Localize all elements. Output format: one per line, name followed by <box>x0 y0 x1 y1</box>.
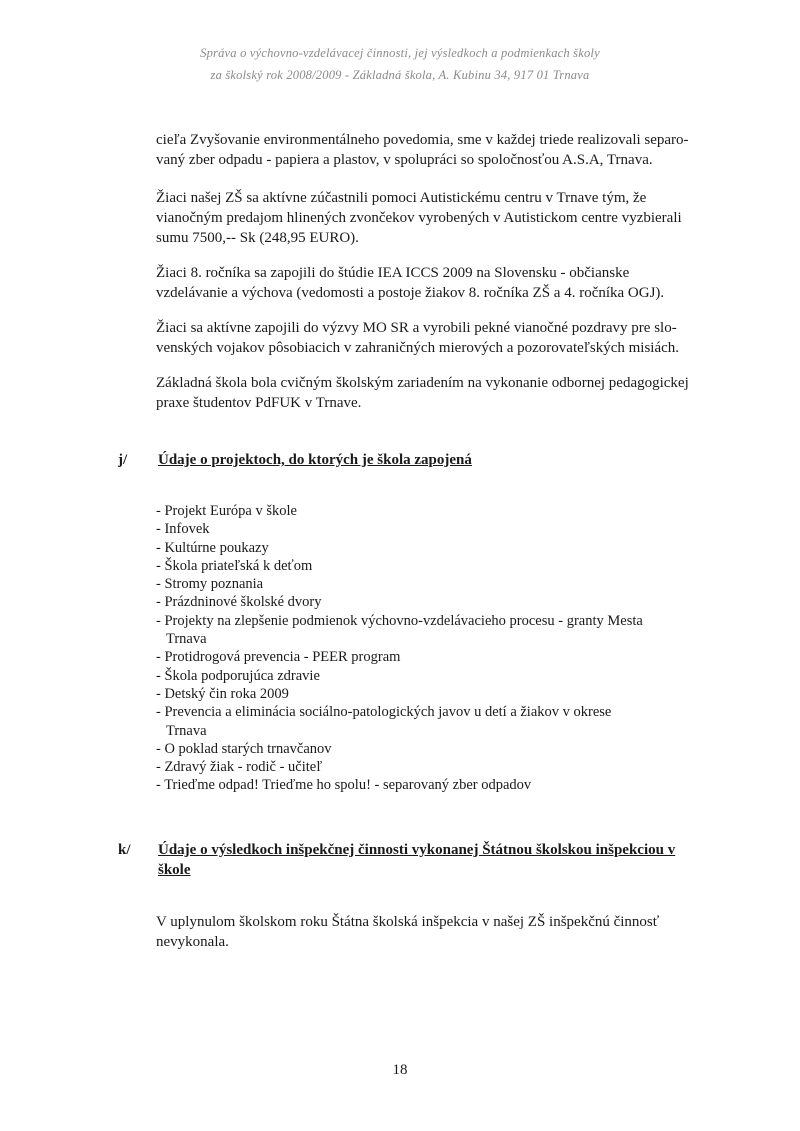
list-item <box>156 612 746 649</box>
paragraph-line: vianočným predajom hlinených zvončekov vyrobených v Autistickom centre vyzbierali <box>156 210 682 226</box>
paragraph-line: Základná škola bola cvičným školským zariadením na vykonanie odbornej pedagogickej <box>156 375 689 391</box>
paragraph-line: cieľa Zvyšovanie environmentálneho povedomia, sme v každej triede realizovali separo- <box>156 132 689 148</box>
section-j-letter: j/ <box>118 452 128 468</box>
section-k-letter: k/ <box>118 842 131 858</box>
list-item <box>156 703 746 740</box>
paragraph-inspection <box>156 912 736 952</box>
running-header <box>0 42 800 86</box>
section-title-text: škole <box>158 862 191 878</box>
list-item-text: - Prázdninové školské dvory <box>156 594 322 611</box>
paragraph-separated-waste <box>156 130 736 170</box>
paragraph-autism-centre <box>156 188 736 248</box>
list-item <box>156 667 746 685</box>
list-item-text: - Protidrogová prevencia - PEER program <box>156 649 401 666</box>
list-item-text: - Škola priateľská k deťom <box>156 557 313 574</box>
list-item <box>156 593 746 611</box>
section-title-text: Údaje o projektoch, do ktorých je škola zapojená <box>158 452 472 468</box>
list-item <box>156 740 746 758</box>
list-item-text: - Infovek <box>156 521 210 538</box>
section-title-text: Údaje o výsledkoch inšpekčnej činnosti vykonanej Štátnou školskou inšpekciou v <box>158 842 676 858</box>
list-item <box>156 685 746 703</box>
header-line-1: Správa o výchovno-vzdelávacej činnosti, jej výsledkoch a podmienkach školy <box>200 46 600 60</box>
list-item-text: - Zdravý žiak - rodič - učiteľ <box>156 759 323 776</box>
section-j-title <box>158 450 472 470</box>
paragraph-iea-iccs <box>156 263 736 303</box>
list-item <box>156 575 746 593</box>
list-item <box>156 539 746 557</box>
paragraph-line: V uplynulom školskom roku Štátna školská inšpekcia v našej ZŠ inšpekčnú činnosť <box>156 914 660 930</box>
list-item-text: - Škola podporujúca zdravie <box>156 667 320 684</box>
section-k-title <box>158 840 675 880</box>
paragraph-line: praxe študentov PdFUK v Trnave. <box>156 395 362 411</box>
projects-list <box>156 502 746 795</box>
paragraph-line: Žiaci 8. ročníka sa zapojili do štúdie IEA ICCS 2009 na Slovensku - občianske <box>156 265 630 281</box>
list-item-text: - Trieďme odpad! Trieďme ho spolu! - separovaný zber odpadov <box>156 777 532 794</box>
list-item <box>156 758 746 776</box>
list-item-text: - Projekt Európa v škole <box>156 503 297 519</box>
header-line-2: za školský rok 2008/2009 - Základná škola, A. Kubinu 34, 917 01 Trnava <box>210 68 590 82</box>
list-item-continuation: Trnava <box>166 631 207 648</box>
paragraph-line: vaný zber odpadu - papiera a plastov, v spolupráci so spoločnosťou A.S.A, Trnava. <box>156 152 653 168</box>
list-item-text: - Kultúrne poukazy <box>156 539 269 556</box>
paragraph-line: nevykonala. <box>156 934 229 950</box>
paragraph-mo-sr <box>156 318 736 358</box>
list-item-text: - Projekty na zlepšenie podmienok výchovno-vzdelávacieho procesu - granty Mesta <box>156 612 643 629</box>
paragraph-practice-school <box>156 373 736 413</box>
paragraph-line: Žiaci našej ZŠ sa aktívne zúčastnili pomoci Autistickému centru v Trnave tým, že <box>156 190 647 206</box>
paragraph-line: sumu 7500,-- Sk (248,95 EURO). <box>156 230 359 246</box>
list-item <box>156 776 746 794</box>
list-item <box>156 502 746 520</box>
list-item <box>156 520 746 538</box>
list-item <box>156 557 746 575</box>
list-item-text: - O poklad starých trnavčanov <box>156 740 332 757</box>
list-item-text: - Detský čin roka 2009 <box>156 685 289 702</box>
paragraph-line: venských vojakov pôsobiacich v zahraničných mierových a pozorovateľských misiách. <box>156 340 680 356</box>
list-item-continuation: Trnava <box>166 722 207 739</box>
page-number: 18 <box>392 1062 408 1078</box>
list-item <box>156 648 746 666</box>
list-item-text: - Prevencia a eliminácia sociálno-patologických javov u detí a žiakov v okrese <box>156 704 612 721</box>
paragraph-line: Žiaci sa aktívne zapojili do výzvy MO SR a vyrobili pekné vianočné pozdravy pre slo- <box>156 320 677 336</box>
list-item-text: - Stromy poznania <box>156 576 264 593</box>
paragraph-line: vzdelávanie a výchova (vedomosti a postoje žiakov 8. ročníka ZŠ a 4. ročníka OGJ). <box>156 285 665 301</box>
